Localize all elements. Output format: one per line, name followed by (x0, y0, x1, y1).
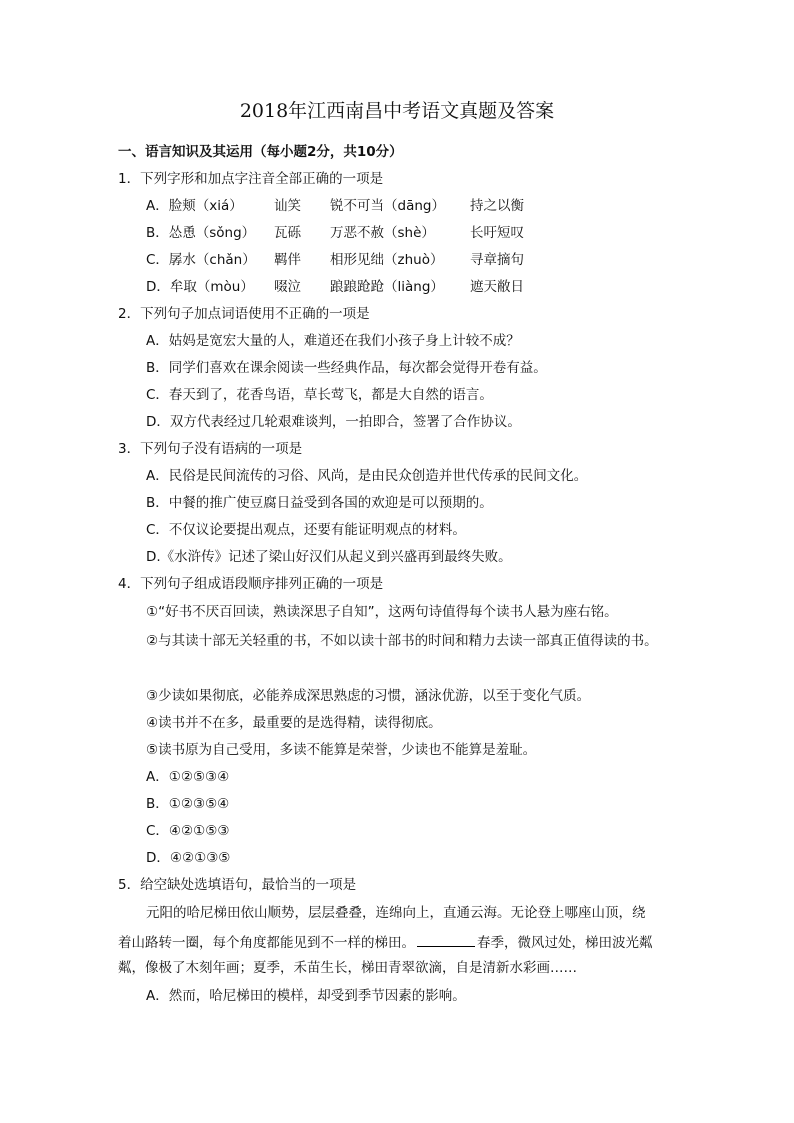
q2-option-c: C．春天到了，花香鸟语，草长莺飞，都是大自然的语言。 (146, 387, 493, 403)
q4-sentence-1: ①“好书不厌百回读，熟读深思子自知”，这两句诗值得每个读书人悬为座右铭。 (146, 604, 618, 620)
q4-option-c: C．④②①⑤③ (146, 823, 230, 839)
q4-sentence-5: ⑤读书原为自己受用，多读不能算是荣誉，少读也不能算是羞耻。 (146, 742, 537, 758)
q5-passage-line-2a: 着山路转一圈，每个角度都能见到不一样的梯田。 (118, 935, 415, 951)
q1-option-c-word2: 羁伴 (274, 252, 301, 268)
q3-option-b: B．中餐的推广使豆腐日益受到各国的欢迎是可以预期的。 (146, 495, 493, 511)
q1-option-b-word4: 长吁短叹 (470, 225, 524, 241)
question-4-stem: 4．下列句子组成语段顺序排列正确的一项是 (118, 576, 384, 592)
q1-option-a: A．脸颊（xiá） (146, 198, 243, 214)
q1-option-b-word3: 万恶不赦（shè） (330, 225, 435, 241)
q1-option-c-word3: 相形见绌（zhuò） (330, 252, 444, 268)
q1-option-d: D．牟取（mòu） (146, 279, 254, 295)
q3-option-a: A．民俗是民间流传的习俗、风尚，是由民众创造并世代传承的民间文化。 (146, 468, 588, 484)
question-3-stem: 3．下列句子没有语病的一项是 (118, 441, 303, 457)
q1-option-b-word2: 瓦砾 (274, 225, 301, 241)
q1-option-d-word4: 遮天敝日 (470, 279, 524, 295)
section-heading: 一、语言知识及其运用（每小题2分，共10分） (118, 144, 403, 160)
question-2-stem: 2．下列句子加点词语使用不正确的一项是 (118, 306, 370, 322)
q1-option-c-word4: 寻章摘句 (470, 252, 524, 268)
q5-option-a: A．然而，哈尼梯田的模样，却受到季节因素的影响。 (146, 988, 466, 1004)
q3-option-c: C．不仅议论要提出观点，还要有能证明观点的材料。 (146, 522, 466, 538)
q1-option-a-word2: 讪笑 (274, 198, 301, 214)
q5-passage-line-3: 粼，像极了木刻年画；夏季，禾苗生长，梯田青翠欲滴，自是清新水彩画…… (118, 960, 577, 976)
q2-option-a: A．姑妈是宽宏大量的人，难道还在我们小孩子身上计较不成？ (146, 333, 520, 349)
q1-option-c: C．孱水（chǎn） (146, 252, 256, 268)
q3-option-d: D.《水浒传》记述了梁山好汉们从起义到兴盛再到最终失败。 (146, 549, 512, 565)
q2-option-d: D．双方代表经过几轮艰难谈判，一拍即合，签署了合作协议。 (146, 414, 521, 430)
question-1-stem: 1．下列字形和加点字注音全部正确的一项是 (118, 171, 384, 187)
q5-passage-line-2b: 春季，微风过处，梯田波光粼 (477, 935, 653, 951)
q2-option-b: B．同学们喜欢在课余阅读一些经典作品，每次都会觉得开卷有益。 (146, 360, 547, 376)
q4-option-b: B．①②③⑤④ (146, 796, 230, 812)
q1-option-a-word3: 锐不可当（dāng） (330, 198, 445, 214)
q4-sentence-3: ③少读如果彻底，必能养成深思熟虑的习惯，涵泳优游，以至于变化气质。 (146, 688, 591, 704)
q4-sentence-4: ④读书并不在多，最重要的是选得精，读得彻底。 (146, 715, 442, 731)
document-title: 2018年江西南昌中考语文真题及答案 (239, 100, 555, 122)
q1-option-b: B．怂恿（sǒng） (146, 225, 256, 241)
q4-sentence-2: ②与其读十部无关轻重的书，不如以读十部书的时间和精力去读一部真正值得读的书。 (146, 633, 658, 649)
q5-passage-line-2 (118, 932, 653, 952)
fill-in-blank (417, 932, 475, 947)
q1-option-d-word2: 啜泣 (274, 279, 301, 295)
q5-passage-line-1: 元阳的哈尼梯田依山顺势，层层叠叠，连绵向上，直通云海。无论登上哪座山顶，绕 (146, 905, 646, 921)
q1-option-a-word4: 持之以衡 (470, 198, 524, 214)
q4-option-a: A．①②⑤③④ (146, 769, 230, 785)
q4-option-d: D．④②①③⑤ (146, 850, 231, 866)
q1-option-d-word3: 踉踉跄跄（liàng） (330, 279, 444, 295)
question-5-stem: 5．给空缺处选填语句，最恰当的一项是 (118, 877, 357, 893)
